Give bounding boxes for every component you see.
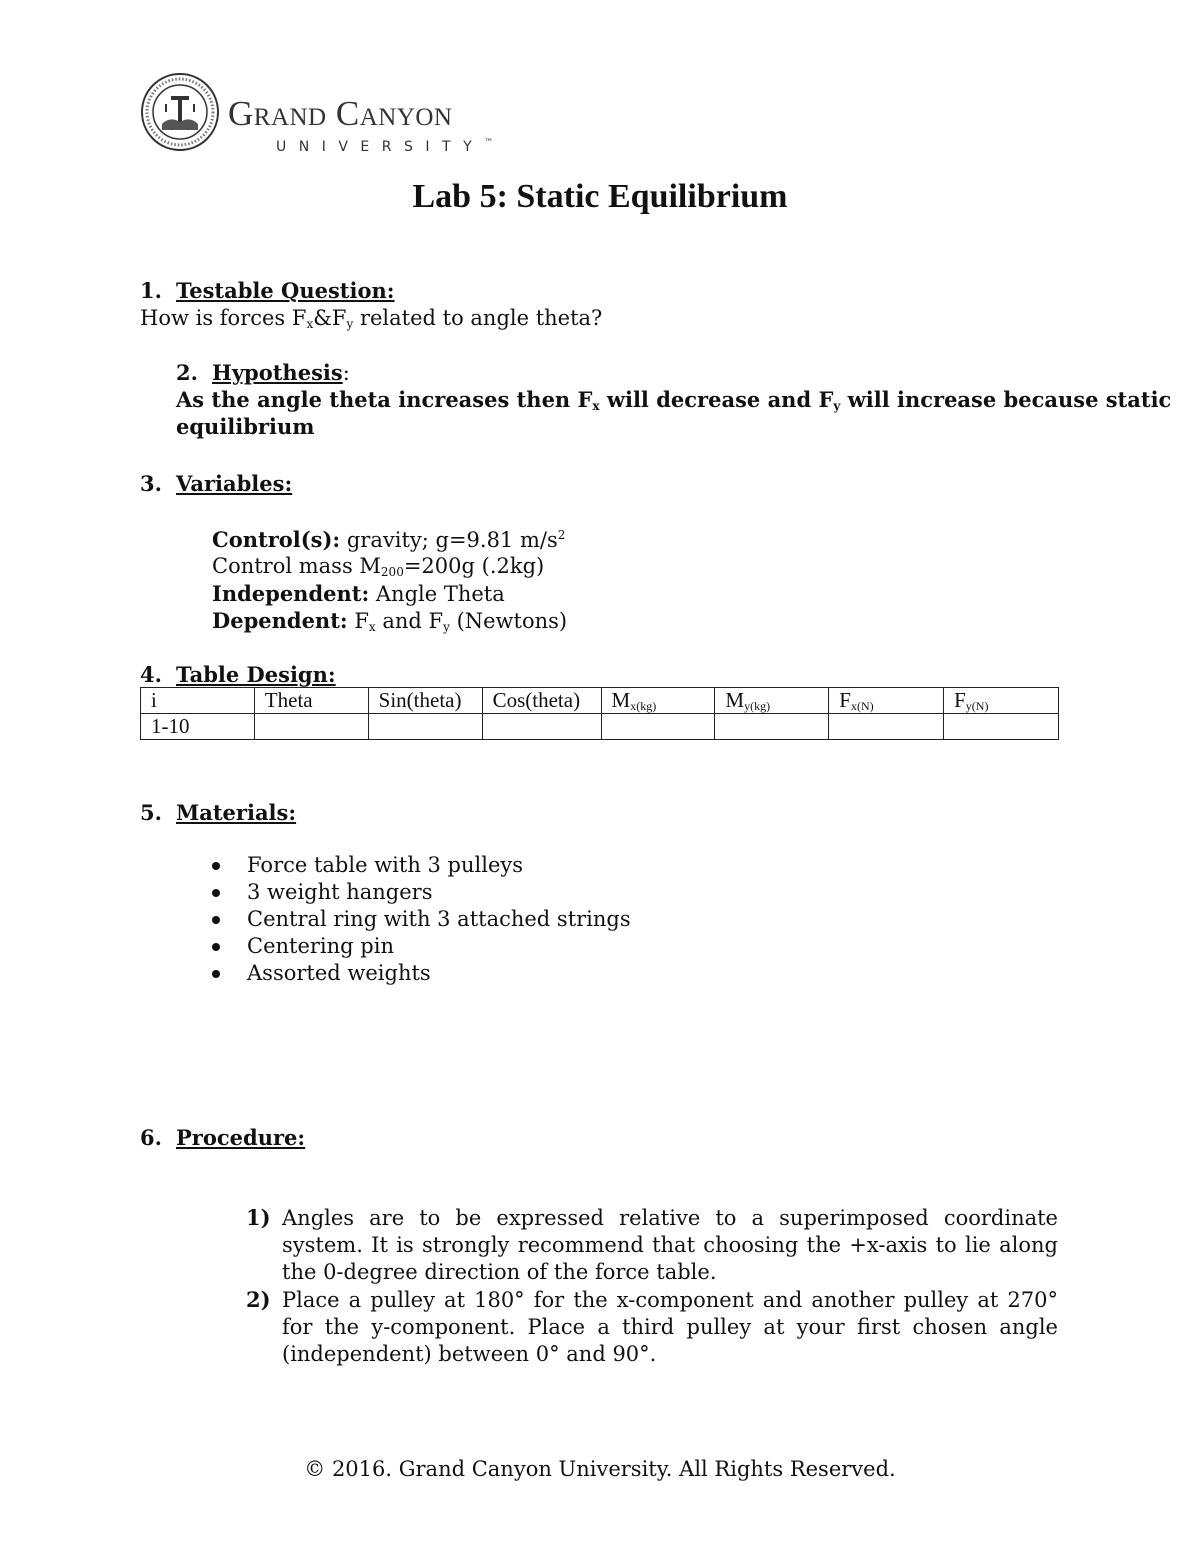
table-cell xyxy=(482,714,601,740)
table-header-row xyxy=(141,688,1059,714)
table-header-cell: $M_{y(kg)}$ xyxy=(715,688,829,714)
list-item: Central ring with 3 attached strings xyxy=(247,907,631,931)
table-header-cell: $M_{x(kg)}$ xyxy=(601,688,715,714)
table-cell xyxy=(254,714,368,740)
procedure-step: Place a pulley at 180° for the x-component and another pulley at 270° for the y-component. Place a third pulley at your first chosen angle (independent) between 0° and 90°. xyxy=(282,1288,1058,1366)
bullet-icon xyxy=(212,916,220,924)
section-3-heading: 3. Variables: xyxy=(140,471,293,496)
table-cell xyxy=(601,714,715,740)
table-header-cell: i xyxy=(141,688,255,714)
procedure-step: Angles are to be expressed relative to a superimposed coordinate system. It is strongly recommend that choosing the +x-axis to lie along the 0-degree direction of the force table. xyxy=(282,1206,1058,1284)
table-header-cell: $F_{y(N)}$ xyxy=(944,688,1059,714)
list-item: 3 weight hangers xyxy=(247,880,433,904)
section-4-heading: 4. Table Design: xyxy=(140,662,336,687)
control-mass: Control mass $M_{200}=200g$ (.2kg) xyxy=(212,554,545,579)
section-6-heading: 6. Procedure: xyxy=(140,1125,306,1150)
bullet-icon xyxy=(212,862,220,870)
logo-name-main: Grand Canyon xyxy=(228,94,453,133)
table-cell xyxy=(829,714,944,740)
table-header-cell: Cos(theta) xyxy=(482,688,601,714)
hypothesis-line-1: As the angle theta increases then $F_x$ will decrease and $F_y$ will increase because static xyxy=(176,387,1172,413)
table-header-cell: Theta xyxy=(254,688,368,714)
procedure-step-number: 1) xyxy=(246,1205,271,1230)
list-item: Assorted weights xyxy=(247,961,431,985)
table-cell xyxy=(715,714,829,740)
bullet-icon xyxy=(212,889,220,897)
hypothesis-line-2: equilibrium xyxy=(176,414,315,439)
bullet-icon xyxy=(212,943,220,951)
list-item: Force table with 3 pulleys xyxy=(247,853,524,877)
university-wordmark xyxy=(228,94,493,156)
procedure-step-number: 2) xyxy=(246,1287,271,1312)
table-cell: 1-10 xyxy=(141,714,255,740)
table-row xyxy=(141,714,1059,740)
page-title: Lab 5: Static Equilibrium xyxy=(412,178,788,215)
university-seal-logo xyxy=(140,72,220,152)
section-2-heading: 2. Hypothesis: xyxy=(176,360,350,385)
bullet-icon xyxy=(212,970,220,978)
testable-question-text: How is forces $F_x\&F_y$ related to angle theta? xyxy=(140,306,603,331)
data-table xyxy=(140,687,1059,740)
table-header-cell: $F_{x(N)}$ xyxy=(829,688,944,714)
dependent-variable: Dependent: $F_x$ and $F_y$ (Newtons) xyxy=(212,608,568,634)
independent-variable: Independent: Angle Theta xyxy=(212,581,505,606)
table-cell xyxy=(944,714,1059,740)
table-header-cell: Sin(theta) xyxy=(368,688,482,714)
control-variable: Control(s): gravity; g=9.81 $m/s^2$ xyxy=(212,527,566,552)
table-cell xyxy=(368,714,482,740)
list-item: Centering pin xyxy=(247,934,394,958)
section-5-heading: 5. Materials: xyxy=(140,800,297,825)
section-1-heading: 1. Testable Question: xyxy=(140,278,395,303)
logo-name-sub: UNIVERSITY™ xyxy=(276,138,494,155)
copyright-footer: © 2016. Grand Canyon University. All Rights Reserved. xyxy=(304,1457,896,1481)
